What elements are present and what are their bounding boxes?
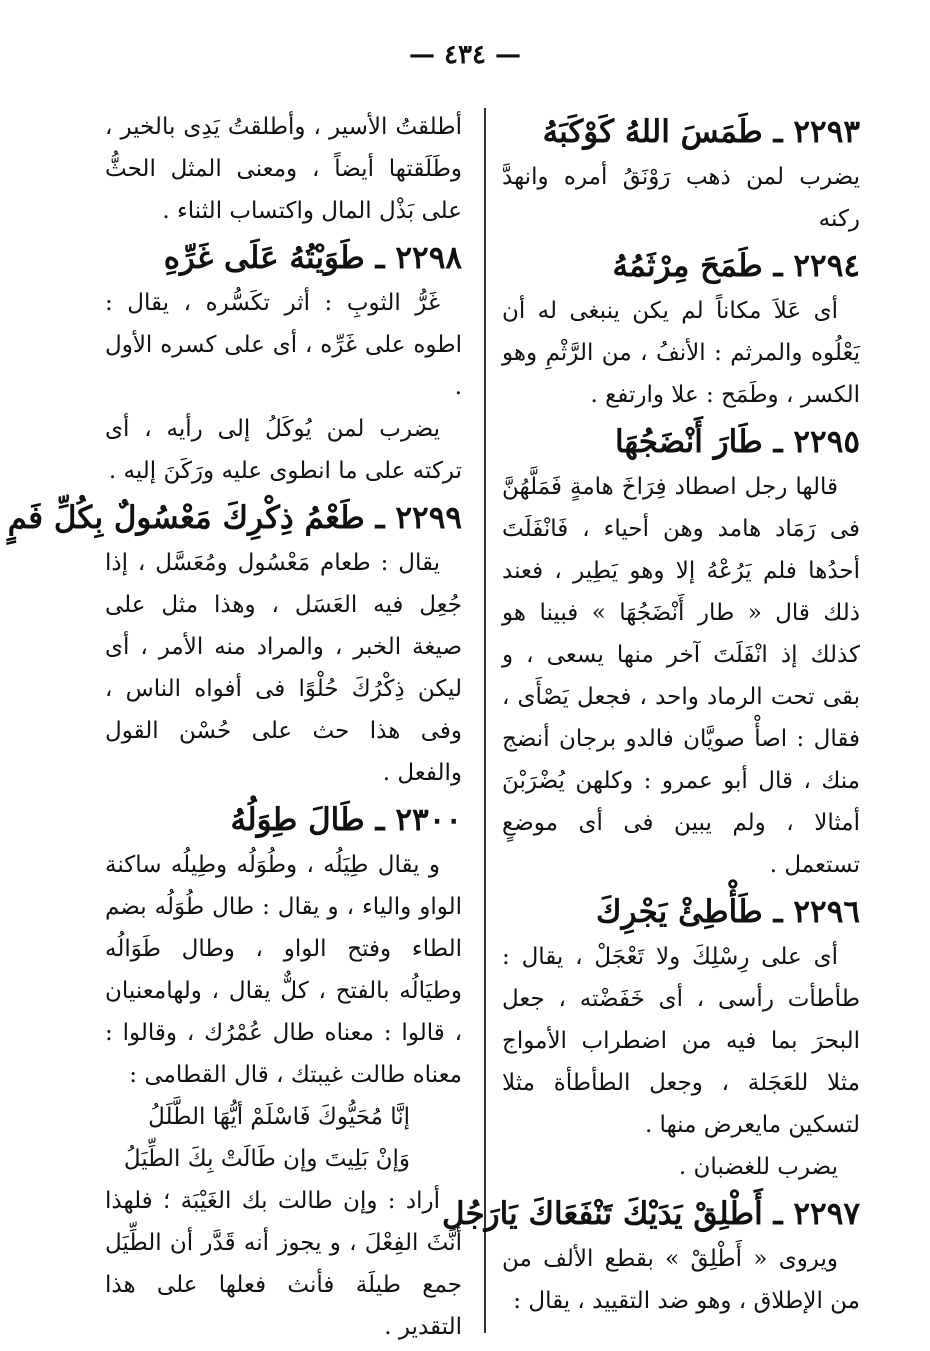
continued-paragraph: أطلقتُ الأسير ، وأطلقتُ يَدِى بالخير ، وطَلَقتها أيضاً ، ومعنى المثل الحثُّ على بَذْل المال واكتساب الثناء . <box>105 114 462 224</box>
column-divider <box>484 108 486 1333</box>
proverb-title: ٢٢٩٦ ـ طَأْطِئْ يَجْرِكَ <box>596 894 860 930</box>
proverb-body <box>105 282 462 492</box>
proverb-title: ٢٣٠٠ ـ طَالَ طِوَلُهُ <box>230 802 462 838</box>
proverb-entry <box>105 234 462 492</box>
proverb-entry <box>502 418 860 886</box>
proverb-paragraph: غَرُّ الثوبِ : أثر تكَسُّره ، يقال : اطوه على غَرِّه ، أى على كسره الأول . <box>105 290 462 400</box>
left-column <box>7 106 462 1348</box>
proverb-title: ٢٢٩٥ ـ طَارَ أَنْضَجُهَا <box>614 424 860 460</box>
proverb-usage: يضرب لمن يُوكَلُ إلى رأيه ، أى تركته على ما انطوى عليه ورَكَنَ إليه . <box>105 416 462 484</box>
proverb-usage: يضرب للغضبان . <box>678 1154 838 1180</box>
proverb-body <box>502 290 860 416</box>
proverb-paragraph: يقال : طعام مَعْسُول ومُعَسَّل ، إذا جُعِل فيه العَسَل ، وهذا مثل على صيغة الخبر ، والمراد منه الأمر ، أى ليكن ذِكْرُكَ حُلْوًا فى أفواه الناس ، وفى هذا حث على حُسْن القول والفعل . <box>105 550 462 786</box>
proverb-title: ٢٢٩٣ ـ طَمَسَ اللهُ كَوْكَبَهُ <box>542 114 860 150</box>
poetry-verse: وَإنْ بَلِيتَ وإن طَالَتْ بِكَ الطِّيَلُ <box>123 1146 410 1172</box>
proverb-entry <box>105 796 462 1348</box>
proverb-entry <box>502 108 860 240</box>
proverb-paragraph: يضرب لمن ذهب رَوْنَقُ أمره وانهدَّ ركنه <box>502 164 860 232</box>
poetry-verse: إنَّا مُحَيُّوكَ فَاسْلَمْ أيُّهَا الطَّلَلُ <box>148 1104 410 1130</box>
proverb-entry <box>502 242 860 416</box>
continued-text <box>105 106 462 232</box>
page-number: — ٤٣٤ — <box>408 40 522 70</box>
proverb-title: ٢٢٩٤ ـ طَمَحَ مِرْثَمُهُ <box>612 248 860 284</box>
proverb-paragraph: أراد : وإن طالت بك الغَيْبَة ؛ فلهذا أنَّثَ الفِعْلَ ، و يجوز أنه قَدَّر أن الطِّيَل جمع طيلَة فأنث فعلها على هذا التقدير . <box>105 1188 462 1340</box>
proverb-paragraph: ويروى « أَطْلِقْ » بقطع الألف من من الإطلاق ، وهو ضد التقييد ، يقال : <box>502 1246 860 1314</box>
proverb-body <box>502 1238 860 1322</box>
proverb-body <box>105 542 462 794</box>
proverb-entry <box>7 494 462 794</box>
proverb-paragraph: قالها رجل اصطاد فِرَاخَ هامةٍ فَمَلَّهُنَّ فى رَمَاد هامد وهن أحياء ، فَانْفَلَتَ أحدُها فلم يَرُعْهُ إلا وهو يَطِير ، فعند ذلك قال « طار أَنْضَجُهَا » فبينا هو كذلك إذ انْفَلَتَ آخر منها يسعى ، و بقى تحت الرماد واحد ، فجعل يَصْأَى ، فقال : اصأْ صويَّان فالدو برجان أنضج منك ، قال أبو عمرو : وكلهن يُضْرَبْنَ أمثالا ، ولم يبين فى أى موضعٍ تستعمل . <box>502 474 860 878</box>
proverb-entry <box>502 888 860 1188</box>
proverb-title: ٢٢٩٩ ـ طَعْمُ ذِكْرِكَ مَعْسُولٌ بِكُلِّ فَمٍ <box>7 500 462 536</box>
proverb-paragraph: أى عَلاَ مكاناً لم يكن ينبغى له أن يَعْلُوه والمرثم : الأنفُ ، من الرَّثْمِ وهو الكسر ، وطَمَح : علا وارتفع . <box>502 298 860 408</box>
proverb-paragraph: أى على رِسْلِكَ ولا تَعْجَلْ ، يقال : طأطأت رأسى ، أى خَفَضْته ، جعل البحرَ بما فيه من اضطراب الأمواج مثلا للعَجَلة ، وجعل الطأطأة مثلا لتسكين مايعرض منها . <box>502 944 860 1138</box>
proverb-body <box>105 844 462 1348</box>
right-column <box>441 106 860 1322</box>
proverb-body <box>502 466 860 886</box>
proverb-title: ٢٢٩٧ ـ أَطْلِقْ يَدَيْكَ تَنْفَعَاكَ يَارَجُل <box>441 1196 860 1232</box>
proverb-body <box>502 156 860 240</box>
proverb-entry <box>441 1190 860 1322</box>
proverb-title: ٢٢٩٨ ـ طَوَيْتُهُ عَلَى غَرِّهِ <box>163 240 462 276</box>
proverb-paragraph: و يقال طِيَلُه ، وطُوَلُه وطِيلُه ساكنة الواو والياء ، و يقال : طال طُوَلُه بضم الطاء وفتح الواو ، وطال طَوَالُه وطيَالُه بالفتح ، كلٌّ يقال ، ولهامعنيان ، قالوا : معناه طال عُمْرُك ، وقالوا : معناه طالت غيبتك ، قال القطامى : <box>105 852 462 1088</box>
proverb-body <box>502 936 860 1188</box>
